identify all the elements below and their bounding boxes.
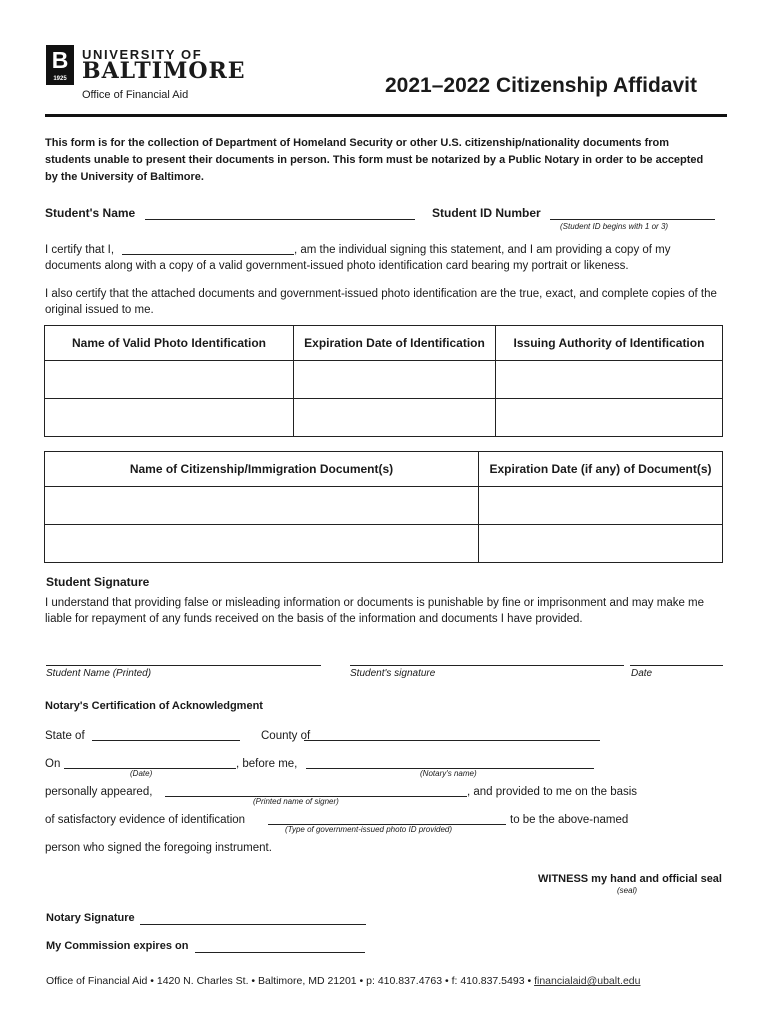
table-cell-input[interactable] bbox=[45, 525, 479, 563]
footer-email-link[interactable]: financialaid@ubalt.edu bbox=[534, 975, 641, 987]
table-cell-input[interactable] bbox=[294, 399, 496, 437]
university-name-line1: UNIVERSITY OF bbox=[82, 47, 203, 62]
certify-suffix: , am the individual signing this statement, and I am providing a copy of my bbox=[294, 244, 671, 256]
table-header: Expiration Date (if any) of Document(s) bbox=[479, 452, 723, 487]
table-cell-input[interactable] bbox=[294, 361, 496, 399]
student-id-hint: (Student ID begins with 1 or 3) bbox=[560, 222, 669, 231]
table-row bbox=[45, 487, 723, 525]
notary-state-field[interactable] bbox=[92, 740, 240, 741]
table-row bbox=[45, 525, 723, 563]
signature-heading: Student Signature bbox=[46, 575, 150, 589]
logo-letter: B bbox=[51, 47, 69, 73]
intro-text: This form is for the collection of Department of Homeland Security or other U.S. citizenship/nationality documents from students unable to present their documents in person. This form must be notarized by a Public Notary in order to be accepted by the University of Baltimore. bbox=[45, 137, 704, 183]
notary-evidence-label: of satisfactory evidence of identification bbox=[45, 814, 246, 826]
table-header-row bbox=[45, 326, 723, 361]
certify-paragraph2: I also certify that the attached documents and government-issued photo identification are the true, exact, and complete copies of the original issued to me. bbox=[45, 288, 717, 316]
signature-date-label: Date bbox=[631, 668, 653, 679]
certify-prefix: I certify that I, bbox=[45, 244, 115, 256]
footer bbox=[46, 975, 640, 987]
notary-county-label: County of bbox=[261, 730, 311, 742]
notary-above-named: to be the above-named bbox=[510, 814, 629, 826]
page-title: 2021–2022 Citizenship Affidavit bbox=[385, 74, 698, 97]
footer-contact: Office of Financial Aid • 1420 N. Charles St. • Baltimore, MD 21201 • p: 410.837.4763 • f: 410.837.5493 • bbox=[46, 975, 532, 987]
certify-name-field[interactable] bbox=[122, 254, 294, 255]
table-cell-input[interactable] bbox=[479, 525, 723, 563]
student-name-printed-label: Student Name (Printed) bbox=[46, 668, 152, 679]
table-cell-input[interactable] bbox=[45, 361, 294, 399]
notary-county-field[interactable] bbox=[304, 740, 600, 741]
seal-hint: (seal) bbox=[617, 886, 638, 895]
student-name-label: Student's Name bbox=[45, 206, 136, 220]
table-header-row bbox=[45, 452, 723, 487]
table-header: Issuing Authority of Identification bbox=[496, 326, 723, 361]
logo-year: 1925 bbox=[53, 76, 67, 82]
notary-before-me: , before me, bbox=[236, 758, 298, 770]
table-cell-input[interactable] bbox=[479, 487, 723, 525]
table-header: Name of Citizenship/Immigration Document(s) bbox=[45, 452, 479, 487]
student-signature-label: Student's signature bbox=[350, 668, 436, 679]
table-header: Name of Valid Photo Identification bbox=[45, 326, 294, 361]
table-cell-input[interactable] bbox=[45, 487, 479, 525]
notary-state-label: State of bbox=[45, 730, 85, 742]
table-cell-input[interactable] bbox=[496, 361, 723, 399]
table-row bbox=[45, 399, 723, 437]
notary-on-label: On bbox=[45, 758, 61, 770]
notary-person-text: person who signed the foregoing instrument. bbox=[45, 842, 272, 854]
office-name: Office of Financial Aid bbox=[82, 89, 189, 101]
notary-personally-label: personally appeared, bbox=[45, 786, 153, 798]
notary-signer-hint: (Printed name of signer) bbox=[253, 797, 339, 806]
table-cell-input[interactable] bbox=[496, 399, 723, 437]
signature-statement: I understand that providing false or misleading information or documents is punishable by fine or imprisonment and may make me liable for repayment of any funds received on the basis of the information and documents I have provided. bbox=[45, 597, 705, 625]
student-id-field[interactable] bbox=[550, 219, 715, 220]
notary-provided-text: , and provided to me on the basis bbox=[467, 786, 638, 798]
table-header: Expiration Date of Identification bbox=[294, 326, 496, 361]
header-divider bbox=[45, 114, 727, 117]
notary-heading: Notary's Certification of Acknowledgment bbox=[45, 700, 263, 712]
certify-line2: documents along with a copy of a valid government-issued photo identification card bearing my portrait or likeness. bbox=[45, 260, 629, 272]
notary-signature-label: Notary Signature bbox=[46, 912, 135, 924]
table-row bbox=[45, 361, 723, 399]
notary-signature-field[interactable] bbox=[140, 924, 366, 925]
commission-label: My Commission expires on bbox=[46, 940, 189, 952]
notary-name-hint: (Notary's name) bbox=[420, 769, 477, 778]
university-name-line2: BALTIMORE bbox=[82, 58, 246, 84]
witness-text: WITNESS my hand and official seal bbox=[538, 873, 722, 885]
notary-date-hint: (Date) bbox=[130, 769, 153, 778]
student-id-label: Student ID Number bbox=[432, 206, 541, 220]
citizenship-doc-table bbox=[44, 451, 723, 563]
student-name-field[interactable] bbox=[145, 219, 415, 220]
commission-date-field[interactable] bbox=[195, 952, 365, 953]
notary-id-type-hint: (Type of government-issued photo ID provided) bbox=[285, 825, 453, 834]
photo-id-table bbox=[44, 325, 723, 437]
table-cell-input[interactable] bbox=[45, 399, 294, 437]
